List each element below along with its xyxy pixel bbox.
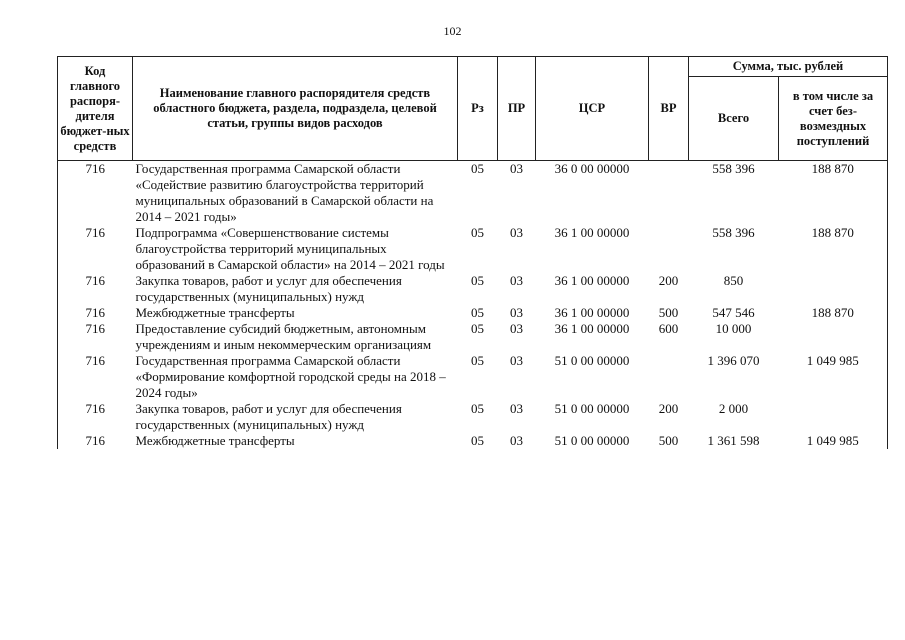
table-row — [58, 401, 888, 433]
table-body — [58, 161, 888, 450]
table-row — [58, 161, 888, 226]
cell-pr: 03 — [510, 273, 523, 288]
cell-incl — [779, 273, 888, 305]
cell-total: 850 — [723, 273, 744, 288]
cell-pr: 03 — [510, 305, 523, 320]
cell-incl: 188 870 — [779, 225, 888, 273]
cell-code: 716 — [58, 401, 133, 433]
cell-rz: 05 — [471, 321, 484, 336]
header-code: Код главного распоря-дителя бюджет-ных средств — [58, 57, 133, 161]
cell-name: Закупка товаров, работ и услуг для обеспечения государственных (муниципальных) нужд — [135, 401, 402, 432]
cell-total: 1 361 598 — [707, 433, 760, 448]
cell-vr: 500 — [658, 305, 679, 320]
cell-rz: 05 — [471, 353, 484, 368]
cell-total: 1 396 070 — [707, 353, 760, 368]
header-name: Наименование главного распорядителя средств областного бюджета, раздела, подраздела, целевой статьи, группы видов расходов — [133, 57, 458, 161]
cell-csr: 36 1 00 00000 — [554, 273, 630, 288]
table-row — [58, 321, 888, 353]
cell-csr: 51 0 00 00000 — [554, 433, 630, 448]
cell-pr: 03 — [510, 353, 523, 368]
cell-csr: 51 0 00 00000 — [554, 401, 630, 416]
cell-name: Закупка товаров, работ и услуг для обеспечения государственных (муниципальных) нужд — [135, 273, 402, 304]
cell-incl — [779, 321, 888, 353]
cell-code: 716 — [58, 273, 133, 305]
table-row — [58, 433, 888, 449]
cell-code: 716 — [58, 225, 133, 273]
table-row — [58, 225, 888, 273]
header-rz: Рз — [458, 57, 498, 161]
cell-name: Подпрограмма «Совершенствование системы благоустройства территорий муниципальных образований в Самарской области» на 2014 – 2021 годы — [135, 225, 445, 272]
cell-pr: 03 — [510, 401, 523, 416]
cell-incl — [779, 401, 888, 433]
cell-total: 558 396 — [712, 225, 755, 240]
cell-csr: 36 0 00 00000 — [554, 161, 630, 176]
cell-csr: 36 1 00 00000 — [554, 321, 630, 336]
cell-rz: 05 — [471, 161, 484, 176]
cell-pr: 03 — [510, 161, 523, 176]
header-pr: ПР — [498, 57, 536, 161]
cell-rz: 05 — [471, 401, 484, 416]
cell-name: Межбюджетные трансферты — [135, 433, 295, 448]
cell-code: 716 — [58, 353, 133, 401]
budget-table — [57, 56, 888, 449]
cell-code: 716 — [58, 433, 133, 449]
cell-incl: 188 870 — [779, 161, 888, 226]
page-number: 102 — [443, 24, 462, 38]
cell-total: 558 396 — [712, 161, 755, 176]
cell-incl: 1 049 985 — [779, 433, 888, 449]
budget-sheet — [57, 56, 887, 449]
header-total: Всего — [689, 77, 779, 161]
cell-vr — [649, 225, 689, 273]
cell-vr: 200 — [658, 401, 679, 416]
cell-rz: 05 — [471, 305, 484, 320]
table-row — [58, 353, 888, 401]
header-incl: в том числе за счет без-возмездных поступлений — [779, 77, 888, 161]
cell-rz: 05 — [471, 225, 484, 240]
cell-code: 716 — [58, 161, 133, 226]
cell-vr — [649, 353, 689, 401]
cell-incl: 1 049 985 — [779, 353, 888, 401]
cell-vr: 200 — [658, 273, 679, 288]
cell-incl: 188 870 — [779, 305, 888, 321]
cell-name: Предоставление субсидий бюджетным, автономным учреждениям и иным некоммерческим организациям — [135, 321, 432, 352]
cell-csr: 36 1 00 00000 — [554, 225, 630, 240]
cell-vr — [649, 161, 689, 226]
cell-name: Государственная программа Самарской области «Содействие развитию благоустройства территорий муниципальных образований в Самарской области на 2014 – 2021 годы» — [135, 161, 434, 224]
cell-pr: 03 — [510, 225, 523, 240]
cell-name: Государственная программа Самарской области «Формирование комфортной городской среды на 2018 – 2024 годы» — [135, 353, 446, 400]
cell-vr: 600 — [658, 321, 679, 336]
header-csr: ЦСР — [536, 57, 649, 161]
table-row — [58, 305, 888, 321]
cell-pr: 03 — [510, 433, 523, 448]
cell-total: 547 546 — [712, 305, 755, 320]
table-row — [58, 273, 888, 305]
cell-pr: 03 — [510, 321, 523, 336]
cell-csr: 36 1 00 00000 — [554, 305, 630, 320]
cell-code: 716 — [58, 305, 133, 321]
cell-rz: 05 — [471, 273, 484, 288]
cell-total: 2 000 — [718, 401, 749, 416]
cell-vr: 500 — [658, 433, 679, 448]
cell-rz: 05 — [471, 433, 484, 448]
cell-total: 10 000 — [715, 321, 752, 336]
cell-name: Межбюджетные трансферты — [135, 305, 295, 320]
cell-csr: 51 0 00 00000 — [554, 353, 630, 368]
cell-code: 716 — [58, 321, 133, 353]
header-vr: ВР — [649, 57, 689, 161]
header-sum: Сумма, тыс. рублей — [689, 57, 888, 77]
